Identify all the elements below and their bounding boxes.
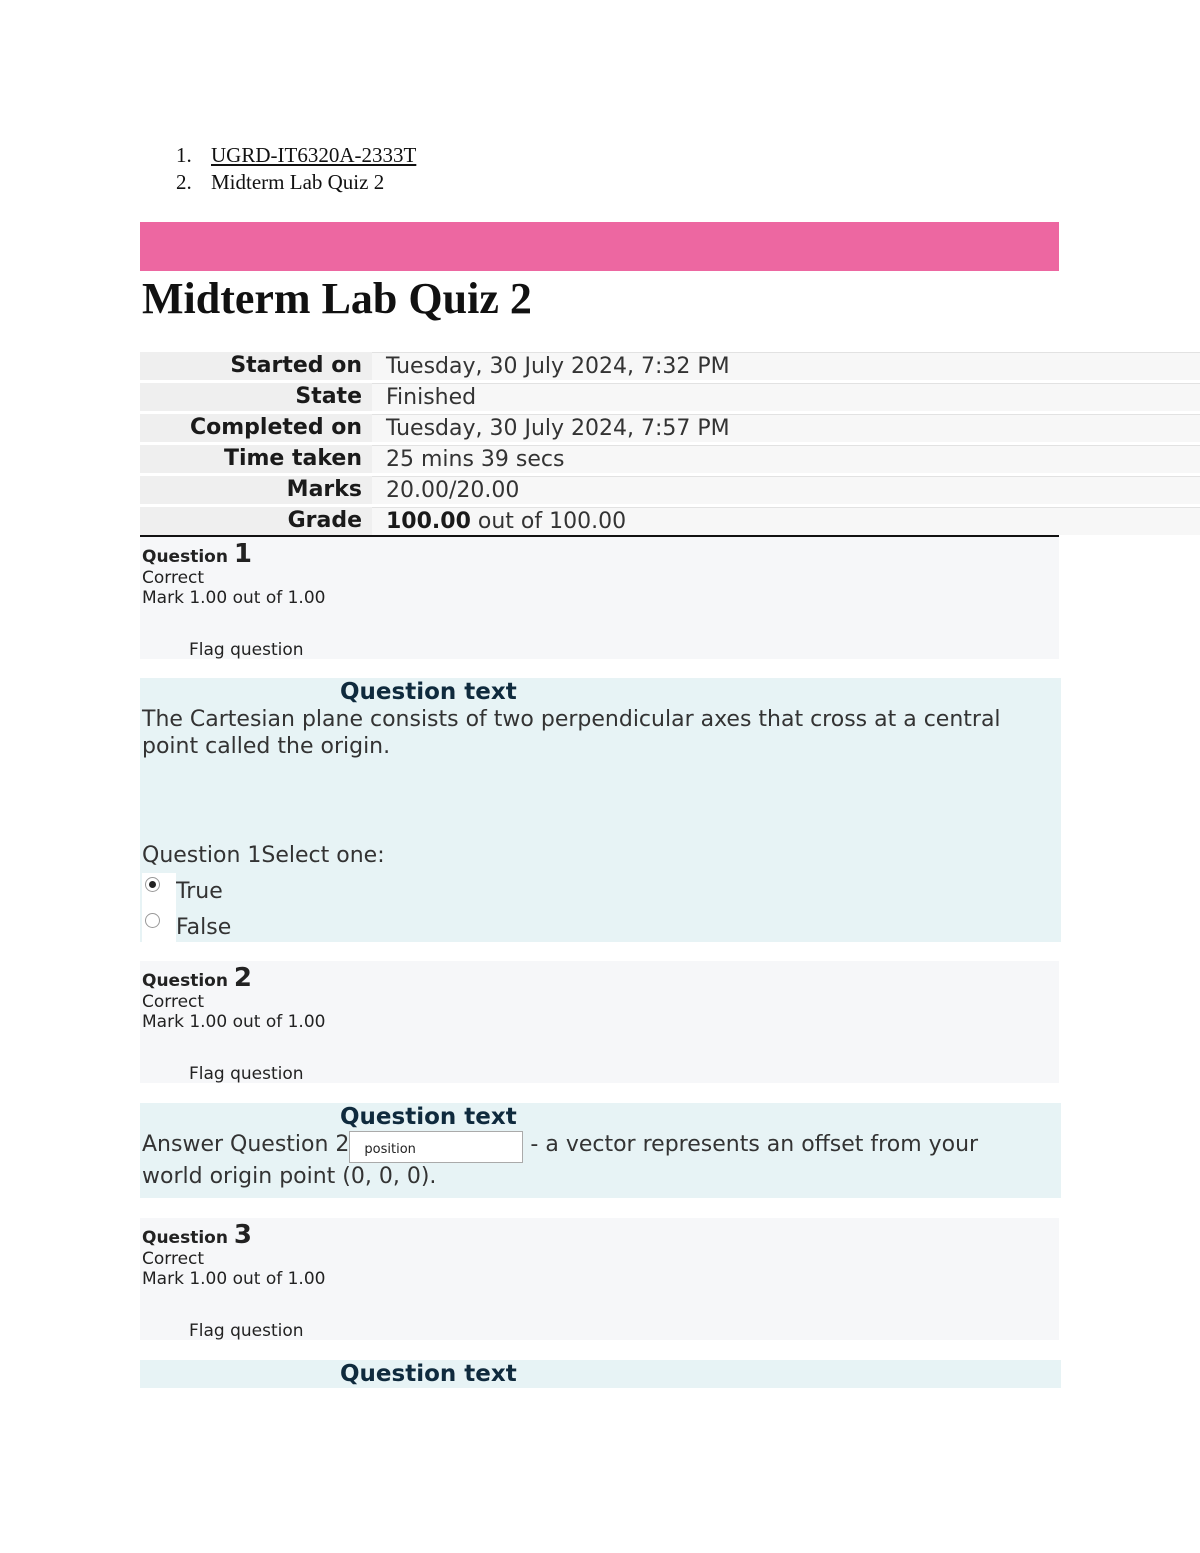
summary-row-marks — [140, 476, 1200, 504]
summary-value: 20.00/20.00 — [372, 476, 1200, 504]
question-prompt: Question 1Select one: — [142, 843, 385, 868]
summary-value: Tuesday, 30 July 2024, 7:57 PM — [372, 414, 1200, 442]
summary-value — [372, 507, 1200, 535]
question-state: Correct — [142, 568, 205, 588]
option-label: True — [176, 878, 223, 904]
question-text-heading: Question text — [340, 679, 517, 705]
question-info-1 — [140, 537, 1059, 659]
question-text-after: - a vector represents an offset from your world origin point (0, 0, 0). — [142, 1132, 979, 1189]
question-mark: Mark 1.00 out of 1.00 — [142, 588, 326, 608]
radio-true[interactable] — [142, 873, 176, 909]
question-number-value: 3 — [233, 1220, 252, 1250]
question-number-value: 1 — [233, 539, 252, 569]
summary-row-state — [140, 383, 1200, 411]
summary-label: Started on — [140, 352, 372, 380]
breadcrumb-item-course[interactable] — [176, 142, 416, 169]
question-text-block-3 — [140, 1360, 1061, 1388]
question-text-heading: Question text — [340, 1104, 517, 1130]
question-state: Correct — [142, 992, 205, 1012]
question-text-body — [142, 1131, 1042, 1190]
page-title: Midterm Lab Quiz 2 — [142, 274, 532, 323]
summary-row-completed — [140, 414, 1200, 442]
question-number — [142, 1220, 252, 1250]
flag-question-link[interactable]: Flag question — [189, 640, 304, 660]
question-label: Question — [142, 547, 228, 567]
breadcrumb-item-quiz — [176, 169, 416, 196]
quiz-summary-table — [140, 352, 1200, 537]
question-text-before: Answer Question 2 — [142, 1132, 350, 1157]
summary-value: 25 mins 39 secs — [372, 445, 1200, 473]
question-label: Question — [142, 1228, 228, 1248]
flag-question-link[interactable]: Flag question — [189, 1064, 304, 1084]
option-label: False — [176, 914, 232, 940]
question-info-2 — [140, 961, 1059, 1083]
question-text-body: The Cartesian plane consists of two perpendicular axes that cross at a central point called the origin. — [142, 707, 1001, 759]
grade-score: 100.00 — [386, 509, 471, 534]
question-state: Correct — [142, 1249, 205, 1269]
summary-value: Finished — [372, 383, 1200, 411]
question-text-heading: Question text — [340, 1361, 517, 1387]
breadcrumb — [176, 142, 416, 196]
option-false[interactable] — [142, 909, 231, 945]
question-info-3 — [140, 1218, 1059, 1340]
question-label: Question — [142, 971, 228, 991]
answer-input[interactable]: position — [349, 1131, 523, 1163]
question-text-block-2 — [140, 1103, 1061, 1198]
summary-label: State — [140, 383, 372, 411]
summary-label: Marks — [140, 476, 372, 504]
header-banner — [140, 222, 1059, 271]
breadcrumb-number: 1. — [176, 143, 192, 167]
summary-label: Completed on — [140, 414, 372, 442]
question-text-block-1 — [140, 678, 1061, 942]
question-mark: Mark 1.00 out of 1.00 — [142, 1269, 326, 1289]
option-true[interactable] — [142, 873, 223, 909]
summary-value: Tuesday, 30 July 2024, 7:32 PM — [372, 352, 1200, 380]
breadcrumb-number: 2. — [176, 170, 192, 194]
question-number — [142, 539, 252, 569]
summary-row-started — [140, 352, 1200, 380]
summary-label: Time taken — [140, 445, 372, 473]
question-number-value: 2 — [233, 963, 252, 993]
question-mark: Mark 1.00 out of 1.00 — [142, 1012, 326, 1032]
flag-question-link[interactable]: Flag question — [189, 1321, 304, 1341]
breadcrumb-label-quiz: Midterm Lab Quiz 2 — [211, 170, 385, 194]
summary-label: Grade — [140, 507, 372, 535]
grade-total: out of 100.00 — [470, 509, 627, 534]
breadcrumb-link-course[interactable]: UGRD-IT6320A-2333T — [211, 143, 417, 167]
summary-row-grade — [140, 507, 1200, 535]
question-number — [142, 963, 252, 993]
radio-false[interactable] — [142, 909, 176, 945]
summary-row-time-taken — [140, 445, 1200, 473]
